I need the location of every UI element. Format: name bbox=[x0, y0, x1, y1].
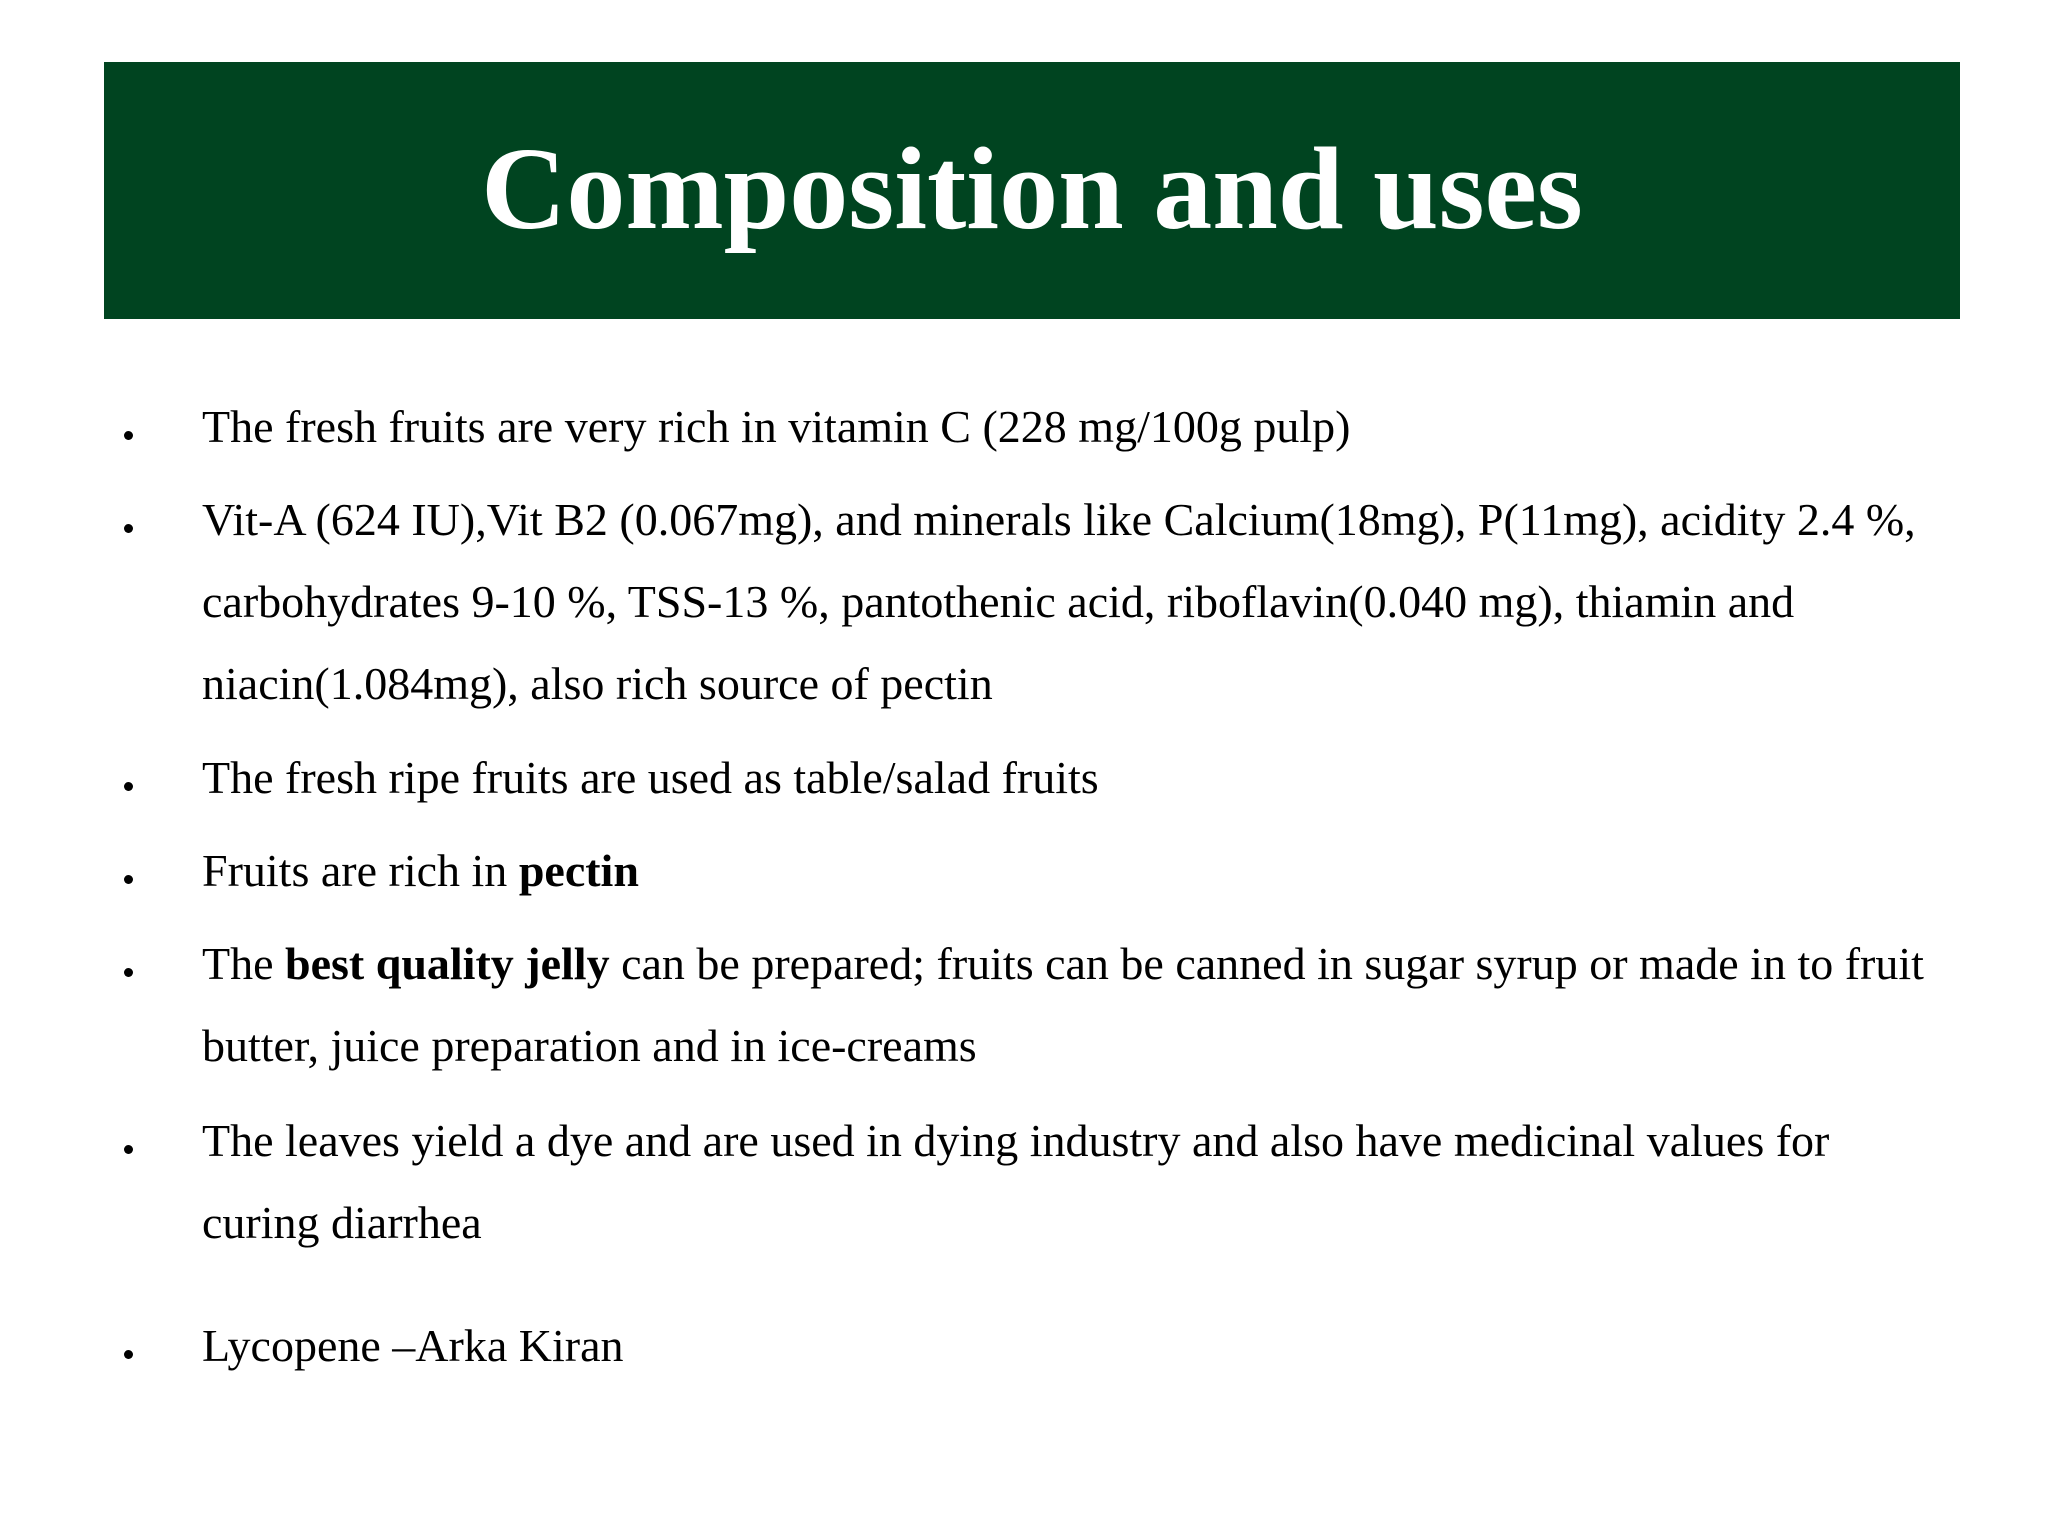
bullet-dot-icon bbox=[124, 968, 133, 977]
bullet-text bbox=[202, 386, 1942, 468]
bullet-dot-icon bbox=[124, 1350, 133, 1359]
bullet-dot-icon bbox=[124, 875, 133, 884]
bullet-segment: can be prepared; fruits can be canned in sugar syrup or made in to fruit butter, juice preparation and in ice-creams bbox=[202, 938, 1924, 1071]
bullet-dot-icon bbox=[124, 1145, 133, 1154]
bullet-text bbox=[202, 737, 1942, 819]
bullet-segment: Fruits are rich in bbox=[202, 845, 519, 896]
bullet-text bbox=[202, 479, 1942, 725]
bullet-text bbox=[202, 1100, 1942, 1264]
bullet-segment: The bbox=[202, 938, 286, 989]
bullet-segment: The fresh ripe fruits are used as table/salad fruits bbox=[202, 752, 1099, 803]
bullet-segment: Vit-A (624 IU),Vit B2 (0.067mg), and minerals like Calcium(18mg), P(11mg), acidity 2.4 %, carbohydrates 9-10 %, TSS-13 %, pantothenic acid, riboflavin(0.040 mg), thiamin and niacin(1.084mg), also rich source of pectin bbox=[202, 494, 1916, 709]
bullet-text bbox=[202, 923, 1942, 1087]
bullet-bold-segment: best quality jelly bbox=[285, 938, 610, 989]
bullet-dot-icon bbox=[124, 782, 133, 791]
bullet-segment: Lycopene –Arka Kiran bbox=[202, 1320, 624, 1371]
bullet-bold-segment: pectin bbox=[518, 845, 639, 896]
bullet-text bbox=[202, 1305, 1942, 1387]
slide-title: Composition and uses bbox=[481, 122, 1583, 254]
bullet-segment: The leaves yield a dye and are used in dying industry and also have medicinal values for curing diarrhea bbox=[202, 1115, 1830, 1248]
bullet-text bbox=[202, 830, 1942, 912]
bullet-dot-icon bbox=[124, 524, 133, 533]
bullet-segment: The fresh fruits are very rich in vitamin C (228 mg/100g pulp) bbox=[202, 401, 1351, 452]
bullet-dot-icon bbox=[124, 431, 133, 440]
